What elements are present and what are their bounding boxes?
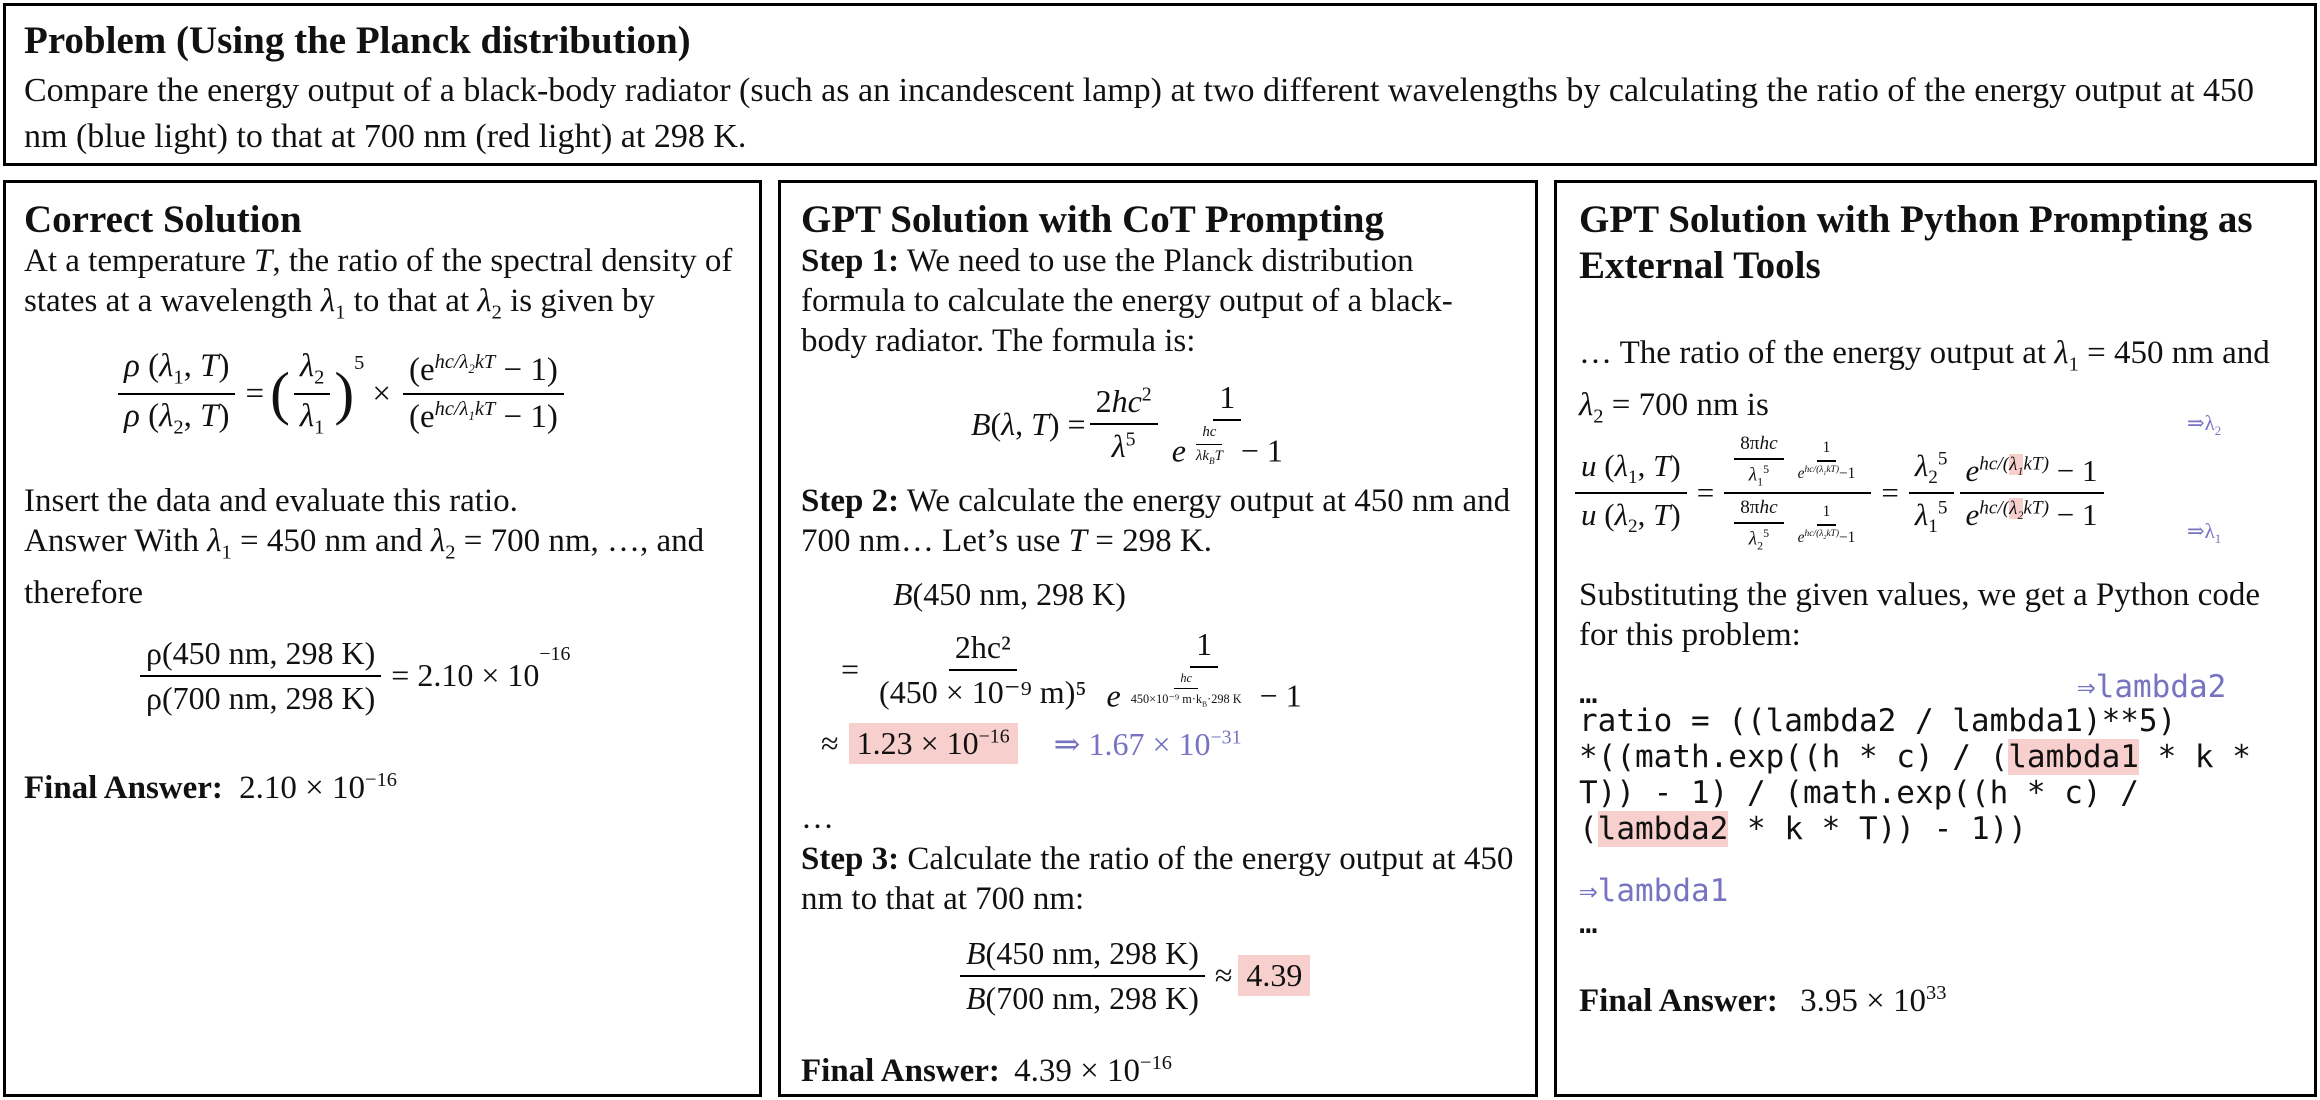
- cot-final-answer: Final Answer: $4.39 \times 10^{-16}$: [801, 1052, 1173, 1089]
- cot-ellipsis: …: [801, 800, 834, 836]
- cot-wrong-value-highlight: $1.23 \times 10^{-16}$: [849, 723, 1018, 764]
- correct-solution-box: [3, 180, 762, 1097]
- correct-intro: At a temperature T, the ratio of the spectral density of states at a wavelength $\lambda_1$ to that at $\lambda_2$ is given by: [24, 243, 733, 324]
- problem-box: [3, 3, 2317, 166]
- python-solution-box: [1554, 180, 2317, 1097]
- python-arrow-lambda1: $\Rightarrow\lambda_1$: [2187, 519, 2222, 547]
- python-code-block: [1579, 703, 2251, 847]
- python-final-answer: Final Answer: $3.95 \times 10^{33}$: [1579, 982, 1947, 1019]
- problem-text: Compare the energy output of a black-body radiator (such as an incandescent lamp) at two different wavelengths by calculating the ratio of the energy output at 450 nm (blue light) to that at 700 nm (red light) at 298 K.: [24, 72, 2255, 155]
- problem-title: Problem (Using the Planck distribution): [24, 19, 691, 62]
- python-solution-title: GPT Solution with Python Prompting as External Tools: [1579, 198, 2253, 287]
- cot-corrected-value: ⇒ $1.67 \times 10^{-31}$: [1053, 725, 1242, 762]
- code-line-3: T)) - 1) / (math.exp((h * c) /: [1579, 775, 2139, 811]
- code-line-2: *((math.exp((h * c) / (lambda1 * k *: [1579, 739, 2251, 775]
- correct-final-answer: Final Answer: $2.10 \times 10^{-16}$: [24, 769, 398, 806]
- correct-solution-title: Correct Solution: [24, 198, 302, 241]
- cot-calc-head: B(450 nm, 298 K): [893, 576, 1126, 612]
- code-highlight-lambda2: lambda2: [1597, 811, 1729, 847]
- cot-step3: Step 3: Calculate the ratio of the energy output at 450 nm to that at 700 nm:: [801, 841, 1514, 917]
- code-line-1: ratio = ((lambda2 / lambda1)**5): [1579, 703, 2177, 739]
- cot-step1: Step 1: We need to use the Planck distribution formula to calculate the energy output of a black-body radiator. The formula is:: [801, 243, 1453, 359]
- python-arrow-lambda2: $\Rightarrow\lambda_2$: [2187, 411, 2222, 439]
- cot-planck-formula: B(λ, T) = $\frac{2hc^2}{\lambda^5}$ 1 e $^{\frac{hc}{\lambda k_BT}}$ − 1: [971, 379, 1283, 469]
- correct-insert-line: Insert the data and evaluate this ratio.: [24, 483, 518, 519]
- code-line-4: (lambda2 * k * T)) - 1)): [1579, 811, 2027, 847]
- code-highlight-lambda1: lambda1: [2008, 739, 2139, 775]
- cot-solution-title: GPT Solution with CoT Prompting: [801, 198, 1384, 241]
- python-ratio-equation: $\frac{u (\lambda_1, T)}{u (\lambda_2, T)}$ = $\frac{\text{8πhc}}{\lambda_1^5}$ $\frac{1}{e^{hc/(\lambda_1kT)}-1}$ $\frac{\text{8πhc}}{\lambda_2^5}$ $\frac{1}{e^{hc/(\lambda_2kT)}-1}$ = $\frac{\lambda_2^5}{\lambda_1^5}$ $\frac{e^{hc/(\lambda_1kT)} - 1}{e^{hc/(\lambda_2kT)} - 1}$: [1571, 433, 2108, 553]
- python-code-ellipsis-bottom: …: [1579, 905, 1598, 941]
- correct-result-equation: $\frac{\rho(450 nm, 298 K)}{\rho(700 nm, 298 K)}$ = 2.10 × 10 $^{-16}$: [136, 635, 570, 717]
- python-code-arrow-lambda1: ⇒lambda1: [1579, 873, 1729, 909]
- python-subst-text: Substituting the given values, we get a Python code for this problem:: [1579, 577, 2260, 653]
- cot-step2: Step 2: We calculate the energy output at 450 nm and 700 nm… Let’s use T = 298 K.: [801, 483, 1511, 559]
- correct-answer-line: Answer With $\lambda_1 = 450$ nm and $\lambda_2 = 700$ nm, …, and therefore: [24, 523, 705, 611]
- cot-ratio-highlight: 4.39: [1238, 955, 1310, 996]
- correct-ratio-equation: $\frac{\rho (\lambda_1, T)}{\rho (\lambda_2, T)}$ = ( $\frac{\lambda_2}{\lambda_1}$ ) $^5$ × $\frac{(e^{hc/\lambda_2kT} - 1)}{(e^{hc/\lambda_1kT} - 1)}$: [114, 348, 568, 440]
- cot-solution-box: [778, 180, 1538, 1097]
- cot-ratio-equation: $\frac{B(450 nm, 298 K)}{B(700 nm, 298 K)}$ ≈ 4.39: [956, 935, 1310, 1017]
- python-code-ellipsis-top: …: [1579, 675, 1598, 711]
- python-intro: … The ratio of the energy output at $\lambda_1 = 450$ nm and $\lambda_2 = 700$ nm is: [1579, 335, 2270, 428]
- python-code-arrow-lambda2: ⇒lambda2: [2077, 669, 2227, 705]
- cot-approx-line: ≈ $1.23 \times 10^{-16}$ ⇒ $1.67 \times 10^{-31}$: [821, 723, 1242, 764]
- cot-calc-equation: = $\frac{\text{2hc²}}{\text{(450 × 10⁻⁹ m)⁵}}$ 1 e $^{\frac{hc}{450\times 10^{-9} m\cdot k_B\cdot 298 K}}$ − 1: [841, 626, 1302, 714]
